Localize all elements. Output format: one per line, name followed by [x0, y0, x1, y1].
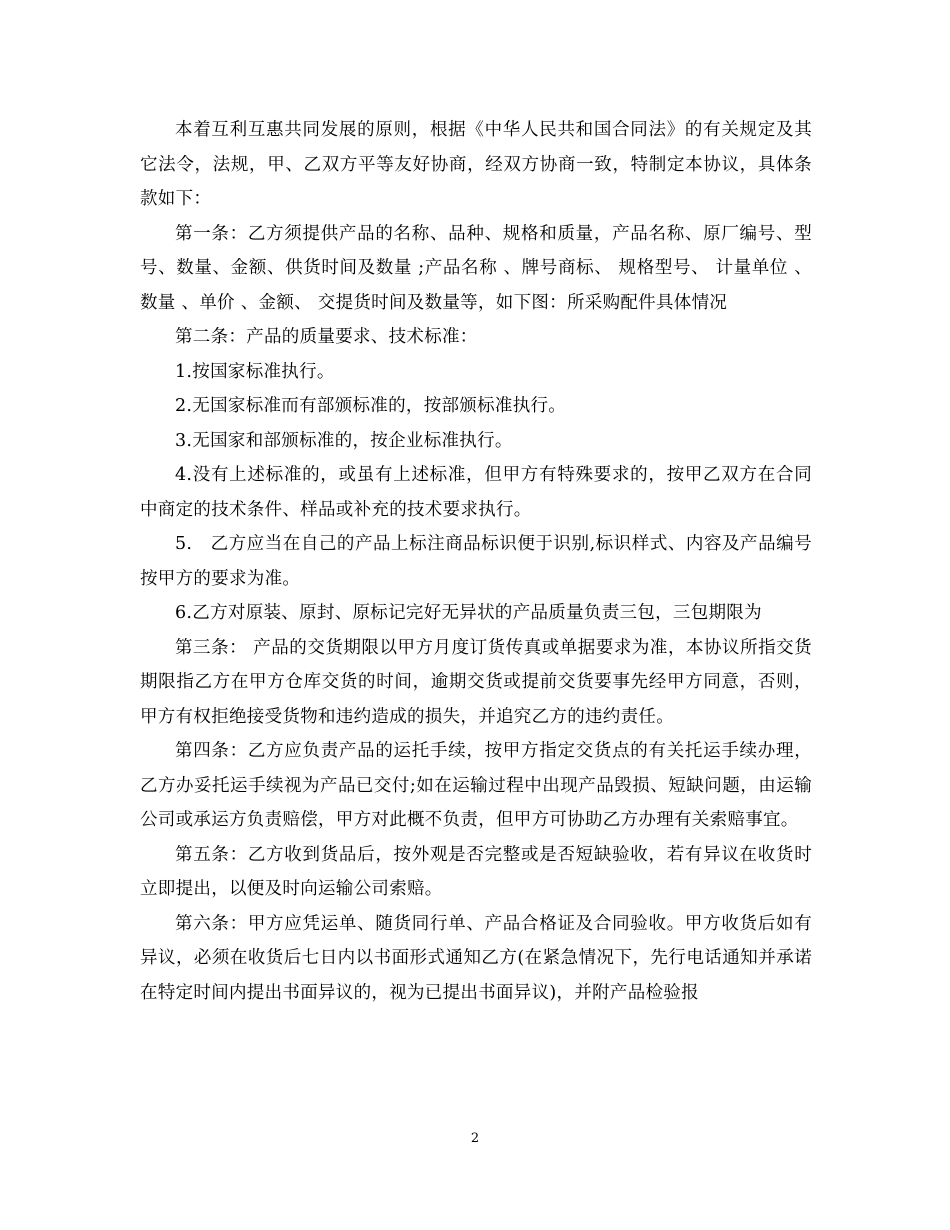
article-1-paragraph: 第一条：乙方须提供产品的名称、品种、规格和质量，产品名称、原厂编号、型号、数量、金额、供货时间及数量 ;产品名称 、牌号商标、 规格型号、 计量单位 、数量 、单价 、金额、 交提货时间及数量等，如下图：所采购配件具体情况: [140, 223, 812, 313]
article-5-paragraph: 第五条：乙方收到货品后，按外观是否完整或是否短缺验收，若有异议在收货时立即提出，以便及时向运输公司索赔。: [140, 844, 812, 899]
article-2-item-4: 4.没有上述标准的，或虽有上述标准，但甲方有特殊要求的，按甲乙双方在合同中商定的技术条件、样品或补充的技术要求执行。: [140, 465, 812, 520]
article-2-item-6: 6.乙方对原装、原封、原标记完好无异状的产品质量负责三包，三包期限为: [175, 603, 762, 623]
article-2-item-5: 5. 乙方应当在自己的产品上标注商品标识便于识别,标识样式、内容及产品编号按甲方的要求为准。: [140, 534, 812, 589]
article-3-paragraph: 第三条： 产品的交货期限以甲方月度订货传真或单据要求为准，本协议所指交货期限指乙方在甲方仓库交货的时间，逾期交货或提前交货要事先经甲方同意，否则，甲方有权拒绝接受货物和违约造成的损失，并追究乙方的违约责任。: [140, 637, 812, 727]
article-4-paragraph: 第四条：乙方应负责产品的运托手续，按甲方指定交货点的有关托运手续办理，乙方办妥托运手续视为产品已交付;如在运输过程中出现产品毁损、短缺问题，由运输公司或承运方负责赔偿，甲方对此概不负责，但甲方可协助乙方办理有关索赔事宜。: [140, 741, 812, 830]
page-number: 2: [470, 1131, 480, 1146]
article-2-item-2: 2.无国家标准而有部颁标准的，按部颁标准执行。: [175, 396, 567, 416]
article-2-item-3: 3.无国家和部颁标准的，按企业标准执行。: [175, 430, 513, 451]
intro-paragraph: 本着互利互惠共同发展的原则，根据《中华人民共和国合同法》的有关规定及其它法令，法规，甲、乙双方平等友好协商，经双方协商一致，特制定本协议，具体条款如下：: [140, 120, 812, 209]
contract-body: [140, 113, 812, 1010]
article-2-item-1: 1.按国家标准执行。: [175, 361, 335, 382]
article-6-paragraph: 第六条：甲方应凭运单、随货同行单、产品合格证及合同验收。甲方收货后如有异议，必须在收货后七日内以书面形式通知乙方(在紧急情况下，先行电话通知并承诺在特定时间内提出书面异议的，视为已提出书面异议)，并附产品检验报: [140, 913, 812, 1003]
article-2-heading: 第二条：产品的质量要求、技术标准：: [175, 327, 478, 347]
